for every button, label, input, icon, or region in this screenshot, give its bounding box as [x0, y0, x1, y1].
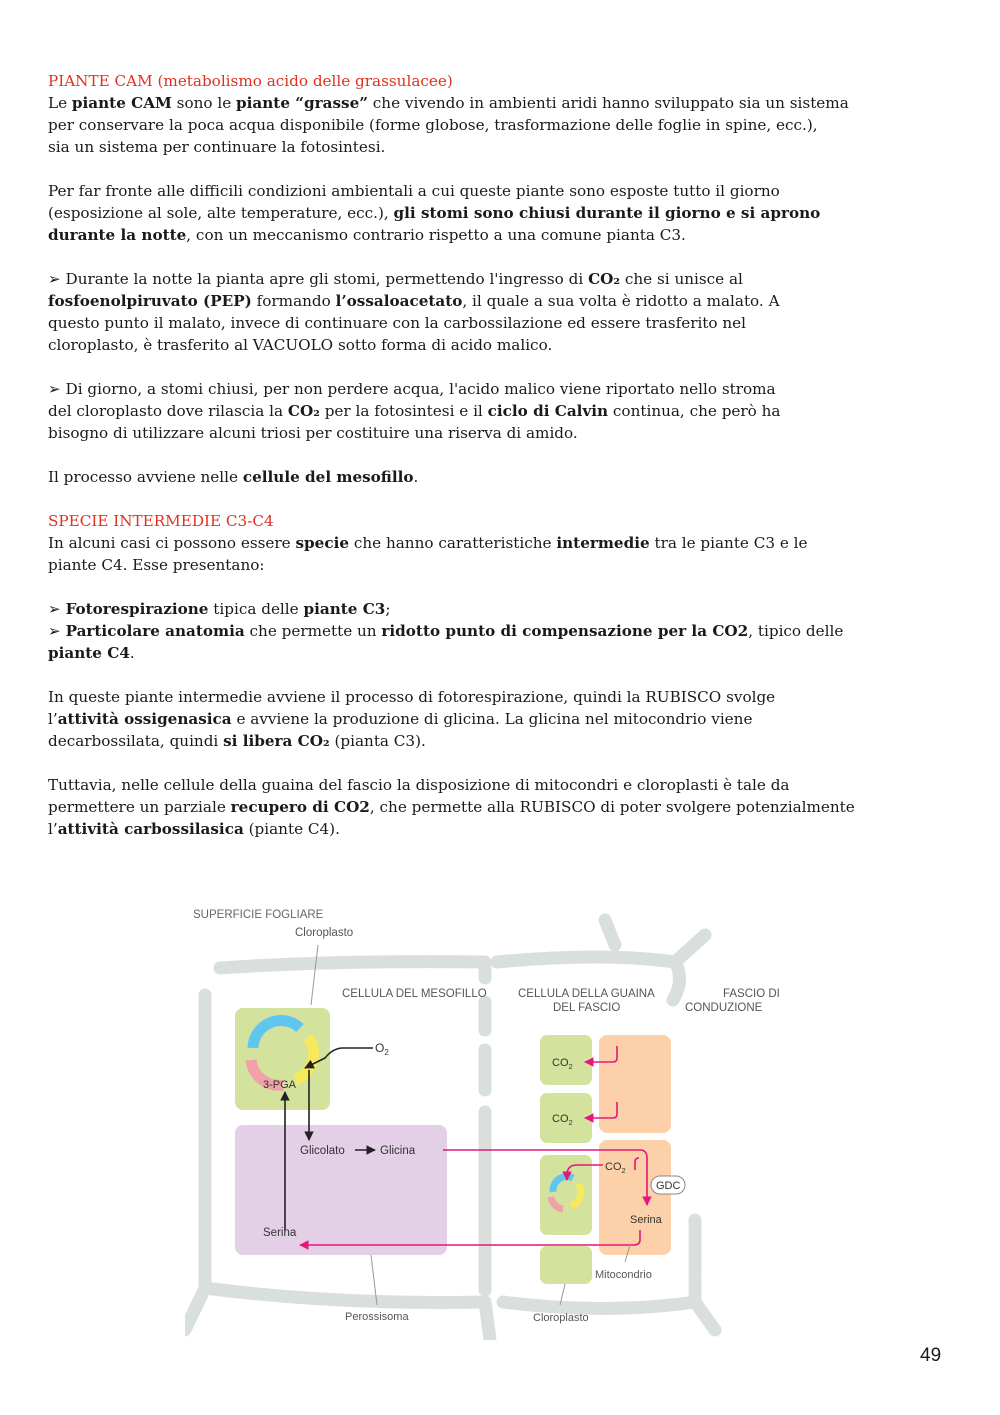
bold-text: piante C4: [48, 644, 130, 662]
page-number: 49: [920, 1345, 942, 1366]
bold-text: piante “grasse”: [236, 94, 368, 112]
bold-text: Particolare anatomia: [65, 622, 245, 640]
section-heading-intermedie: SPECIE INTERMEDIE C3-C4: [48, 512, 274, 530]
label-mesofillo: CELLULA DEL MESOFILLO: [342, 988, 487, 1000]
bold-text: gli stomi sono chiusi durante il giorno e si aprono: [393, 204, 821, 222]
bold-text: piante CAM: [71, 94, 172, 112]
bold-text: l’ossaloacetato: [335, 292, 463, 310]
label-gdc: GDC: [656, 1180, 681, 1192]
bold-text: fosfoenolpiruvato (PEP): [48, 292, 252, 310]
bold-text: CO₂: [287, 402, 320, 420]
bold-text: piante C3: [303, 600, 386, 618]
bold-text: attività ossigenasica: [57, 710, 232, 728]
bold-text: intermedie: [556, 534, 650, 552]
label-superficie: SUPERFICIE FOGLIARE: [193, 909, 324, 921]
bold-text: recupero di CO2: [230, 798, 370, 816]
label-co2-1: $CO_2$: [552, 1057, 573, 1071]
paragraph: In alcuni casi ci possono essere specie che hanno caratteristiche intermedie tra le piante C3 e le piante C4. Esse presentano:: [48, 534, 808, 574]
label-cloroplasto-bottom: Cloroplasto: [533, 1312, 589, 1324]
bold-text: durante la notte: [48, 226, 187, 244]
photorespiration-diagram: [185, 900, 785, 1340]
bold-text: ridotto punto di compensazione per la CO2: [381, 622, 749, 640]
bold-text: attività carbossilasica: [57, 820, 244, 838]
section-heading-cam: PIANTE CAM (metabolismo acido delle grassulacee): [48, 72, 453, 90]
label-guaina-1: CELLULA DELLA GUAINA: [518, 988, 655, 1000]
paragraph: ➢ Di giorno, a stomi chiusi, per non perdere acqua, l'acido malico viene riportato nello stroma del cloroplasto dove rilascia la CO₂ per la fotosintesi e il ciclo di Calvin continua, che però ha bisogno di utilizzare alcuni triosi per costituire una riserva di amido.: [48, 380, 781, 442]
bold-text: ciclo di Calvin: [487, 402, 609, 420]
page-content: [48, 70, 958, 840]
mitochondrion-bottom: [599, 1140, 671, 1255]
label-mitocondrio: Mitocondrio: [595, 1269, 652, 1281]
label-glicolato: Glicolato: [300, 1145, 345, 1157]
paragraph: In queste piante intermedie avviene il processo di fotorespirazione, quindi la RUBISCO svolge l’attività ossigenasica e avviene la produzione di glicina. La glicina nel mitocondrio viene decarbossilata, quindi si libera CO₂ (pianta C3).: [48, 688, 776, 750]
sheath-chloroplast-4: [540, 1246, 592, 1284]
paragraph: Il processo avviene nelle cellule del mesofillo.: [48, 468, 419, 486]
bold-text: specie: [295, 534, 350, 552]
label-fascio-1: FASCIO DI: [723, 988, 780, 1000]
paragraph: Tuttavia, nelle cellule della guaina del fascio la disposizione di mitocondri e cloroplasti è tale da permettere un parziale recupero di CO2, che permette alla RUBISCO di poter svolgere potenzialmente l’attività carbossilasica (piante C4).: [48, 776, 855, 838]
paragraph: Per far fronte alle difficili condizioni ambientali a cui queste piante sono esposte tutto il giorno (esposizione al sole, alte temperature, ecc.), gli stomi sono chiusi durante il giorno e si aprono durante la notte, con un meccanismo contrario rispetto a una comune pianta C3.: [48, 182, 821, 244]
label-fascio-2: CONDUZIONE: [685, 1002, 763, 1014]
label-serina-right: Serina: [630, 1214, 662, 1226]
bold-text: Fotorespirazione: [65, 600, 209, 618]
bold-text: CO₂: [588, 270, 621, 288]
bold-text: cellule del mesofillo: [242, 468, 414, 486]
label-co2-3: $CO_2$: [605, 1161, 626, 1175]
label-cloroplasto-top: Cloroplasto: [295, 927, 354, 939]
paragraph: ➢ Fotorespirazione tipica delle piante C3; ➢ Particolare anatomia che permette un ridotto punto di compensazione per la CO2, tipico delle piante C4.: [48, 600, 844, 662]
label-co2-2: $CO_2$: [552, 1113, 573, 1127]
paragraph: Le piante CAM sono le piante “grasse” che vivendo in ambienti aridi hanno sviluppato sia un sistema per conservare la poca acqua disponibile (forme globose, trasformazione delle foglie in spine, ecc.), sia un sistema per continuare la fotosintesi.: [48, 94, 849, 156]
label-3pga: 3-PGA: [263, 1079, 297, 1091]
label-serina-left: Serina: [263, 1227, 297, 1239]
paragraph: ➢ Durante la notte la pianta apre gli stomi, permettendo l'ingresso di CO₂ che si unisce al fosfoenolpiruvato (PEP) formando l’ossaloacetato, il quale a sua volta è ridotto a malato. A questo punto il malato, invece di continuare con la carbossilazione ed essere trasferito nel cloroplasto, è trasferito al VACUOLO sotto forma di acido malico.: [48, 270, 780, 354]
label-o2: $O_2$: [375, 1041, 389, 1057]
label-glicina: Glicina: [380, 1145, 416, 1157]
label-guaina-2: DEL FASCIO: [553, 1002, 621, 1014]
bold-text: si libera CO₂: [223, 732, 330, 750]
label-perossisoma: Perossisoma: [345, 1311, 409, 1323]
